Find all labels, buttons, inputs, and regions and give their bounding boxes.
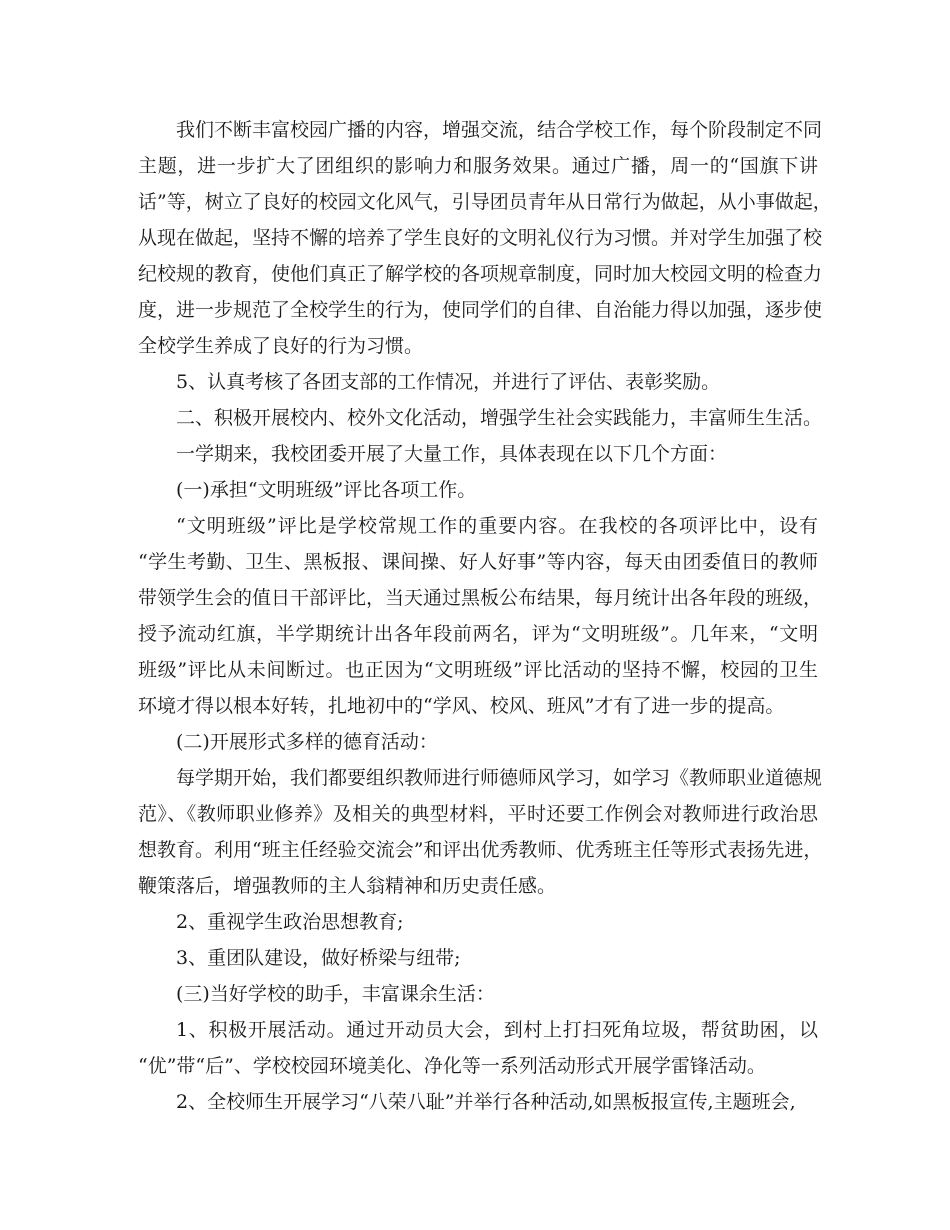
paragraph-line: 我们不断丰富校园广播的内容，增强交流，结合学校工作，每个阶段制定不同 (176, 119, 823, 141)
paragraph-line: 环境才得以根本好转，扎地初中的“学风、校风、班风”才有了进一步的提高。 (138, 695, 785, 717)
paragraph-line: “学生考勤、卫生、黑板报、课间操、好人好事”等内容，每天由团委值日的教师 (138, 551, 818, 573)
paragraph-line: 从现在做起，坚持不懈的培养了学生良好的文明礼仪行为习惯。并对学生加强了校 (138, 227, 823, 249)
list-item-line: 2、重视学生政治思想教育; (176, 911, 404, 933)
subsection-heading: (三)当好学校的助手，丰富课余生活： (176, 983, 495, 1005)
subsection-heading: (一)承担“文明班级”评比各项工作。 (176, 479, 477, 501)
list-item-line: 1、积极开展活动。通过开动员大会，到村上打扫死角垃圾，帮贫助困，以 (176, 1019, 818, 1041)
paragraph-line: 每学期开始，我们都要组织教师进行师德师风学习，如学习《教师职业道德规 (176, 767, 823, 789)
paragraph-line: 范》、《教师职业修养》及相关的典型材料，平时还要工作例会对教师进行政治思 (138, 803, 818, 825)
section-heading: 二、积极开展校内、校外文化活动，增强学生社会实践能力，丰富师生生活。 (176, 407, 823, 429)
paragraph-line: 班级”评比从未间断过。也正因为“文明班级”评比活动的坚持不懈，校园的卫生 (138, 659, 818, 681)
paragraph-line: 主题，进一步扩大了团组织的影响力和服务效果。通过广播，周一的“国旗下讲 (138, 155, 818, 177)
subsection-heading: (二)开展形式多样的德育活动： (176, 731, 438, 753)
paragraph-line: 带领学生会的值日干部评比，当天通过黑板公布结果，每月统计出各年段的班级， (138, 587, 823, 609)
paragraph-line: 纪校规的教育，使他们真正了解学校的各项规章制度，同时加大校园文明的检查力 (138, 263, 823, 285)
paragraph-line: 授予流动红旗，半学期统计出各年段前两名，评为“文明班级”。几年来，“文明 (138, 623, 818, 645)
paragraph-line: 度，进一步规范了全校学生的行为，使同学们的自律、自治能力得以加强，逐步使 (138, 299, 823, 321)
list-item-line: 3、重团队建设，做好桥梁与纽带; (176, 947, 461, 969)
list-item-line: 2、全校师生开展学习“八荣八耻”并举行各种活动,如黑板报宣传,主题班会, (176, 1091, 796, 1113)
paragraph-line: “文明班级”评比是学校常规工作的重要内容。在我校的各项评比中，设有 (176, 515, 818, 537)
paragraph-line: 话”等，树立了良好的校园文化风气，引导团员青年从日常行为做起，从小事做起， (138, 191, 832, 213)
paragraph-line: 一学期来，我校团委开展了大量工作，具体表现在以下几个方面： (176, 443, 728, 465)
paragraph-line: 想教育。利用“班主任经验交流会”和评出优秀教师、优秀班主任等形式表扬先进， (138, 839, 823, 861)
list-item-line: 5、认真考核了各团支部的工作情况，并进行了评估、表彰奖励。 (176, 371, 721, 393)
paragraph-line: 鞭策落后，增强教师的主人翁精神和历史责任感。 (138, 875, 557, 897)
paragraph-line: “优”带“后”、学校校园环境美化、净化等一系列活动形式开展学雷锋活动。 (138, 1055, 766, 1077)
paragraph-line: 全校学生养成了良好的行为习惯。 (138, 335, 424, 357)
